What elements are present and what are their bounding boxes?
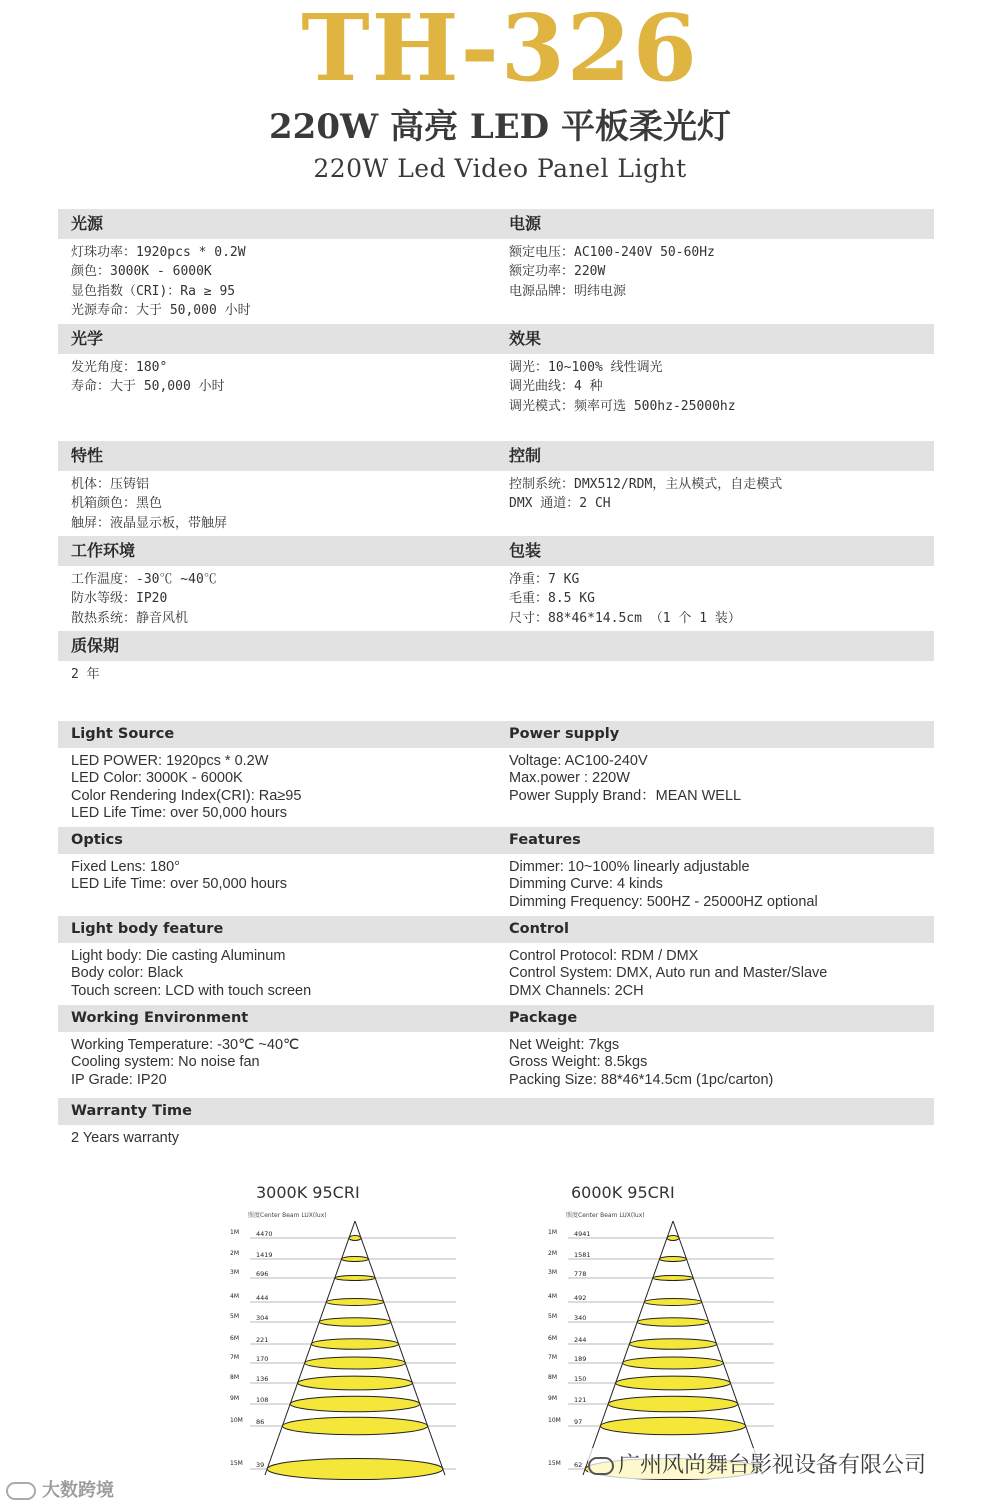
spec-row [58, 916, 934, 1005]
spec-line: 触屏：液晶显示板，带触屏 [71, 515, 228, 531]
spec-line: 2 Years warranty [71, 1130, 180, 1146]
beam-distance-label: 4M [230, 1293, 239, 1300]
beam-lux-label: 97 [574, 1418, 583, 1426]
beam-spot [282, 1417, 427, 1434]
beam-spot [600, 1417, 745, 1434]
spec-line: Working Temperature: -30℃ ~40℃ [71, 1037, 300, 1053]
spec-section-title: 控制 [509, 446, 542, 465]
beam-chart-subtitle: 照度Center Beam LUX(lux) [566, 1212, 645, 1219]
beam-distance-label: 4M [548, 1293, 557, 1300]
spec-section-header [58, 209, 934, 239]
spec-section-title: 工作环境 [71, 541, 136, 560]
spec-line: 尺寸：88*46*14.5cm （1 个 1 装） [509, 610, 741, 626]
spec-line: 电源品牌：明纬电源 [509, 283, 627, 299]
spec-line: 散热系统：静音风机 [71, 610, 189, 626]
spec-line: 控制系统：DMX512/RDM，主从模式，自走模式 [509, 477, 783, 492]
beam-distance-label: 5M [548, 1313, 557, 1320]
spec-right-column [509, 570, 741, 628]
spec-right-column [509, 475, 782, 514]
beam-chart-3000k [220, 1205, 470, 1490]
spec-line: Power Supply Brand：MEAN WELL [509, 787, 742, 804]
spec-line: Body color: Black [71, 965, 184, 982]
beam-spot [305, 1357, 406, 1369]
spec-line: 颜色：3000K - 6000K [71, 264, 212, 280]
spec-right-column [509, 859, 818, 911]
beam-distance-label: 1M [230, 1229, 239, 1236]
product-title-en: 220W Led Video Panel Light [313, 154, 687, 183]
spec-line: 防水等级：IP20 [71, 591, 168, 607]
spec-line: 额定功率：220W [509, 264, 606, 280]
spec-line: Net Weight: 7kgs [509, 1037, 620, 1053]
beam-spot [311, 1339, 398, 1349]
beam-distance-label: 15M [548, 1460, 561, 1467]
beam-spot [326, 1299, 383, 1306]
spec-line: Control Protocol: RDM / DMX [509, 948, 699, 964]
spec-section-header [58, 536, 934, 566]
spec-left-column [71, 753, 301, 822]
beam-distance-label: 15M [230, 1460, 243, 1467]
spec-section-header [58, 441, 934, 471]
spec-line: Dimmer: 10~100% linearly adjustable [509, 859, 750, 875]
spec-line: Color Rendering Index(CRI): Ra≥95 [71, 787, 302, 804]
spec-line: 光源寿命：大于 50,000 小时 [71, 302, 251, 318]
beam-lux-label: 136 [256, 1375, 269, 1383]
spec-left-column [71, 570, 217, 628]
beam-distance-label: 8M [230, 1374, 239, 1381]
product-title-cn: 220W 高亮 LED 平板柔光灯 [269, 107, 731, 147]
spec-left-column [71, 358, 225, 397]
spec-line: IP Grade: IP20 [71, 1071, 167, 1088]
beam-lux-label: 170 [256, 1355, 269, 1363]
spec-right-column [509, 358, 736, 416]
beam-spot [623, 1357, 724, 1369]
model-title: TH-326 [301, 0, 699, 102]
beam-distance-label: 2M [548, 1250, 557, 1257]
beam-spot [267, 1458, 443, 1479]
spec-section-header [58, 1005, 934, 1032]
beam-distance-label: 5M [230, 1313, 239, 1320]
spec-left-column [71, 859, 287, 894]
beam-lux-label: 150 [574, 1375, 587, 1383]
spec-line: 灯珠功率：1920pcs * 0.2W [71, 245, 246, 260]
beam-distance-label: 9M [548, 1395, 557, 1402]
beam-lux-label: 4941 [574, 1230, 591, 1238]
spec-right-column [509, 948, 827, 1000]
beam-lux-label: 304 [256, 1314, 269, 1322]
spec-left-column [71, 243, 251, 320]
spec-section-title: Optics [71, 832, 123, 848]
watermark-left [6, 1476, 114, 1502]
beam-spot [616, 1376, 731, 1390]
spec-row [58, 827, 934, 916]
spec-line: Cooling system: No noise fan [71, 1054, 260, 1071]
spec-line: 机体：压铸铝 [71, 477, 150, 492]
wechat-icon [588, 1457, 614, 1475]
beam-spot [667, 1236, 679, 1241]
spec-line: Fixed Lens: 180° [71, 859, 180, 875]
spec-section-title: Warranty Time [71, 1103, 192, 1119]
spec-left-column [71, 1130, 179, 1147]
watermark-right-text: 广州风尚舞台影视设备有限公司 [618, 1453, 927, 1478]
spec-line: 额定电压：AC100-240V 50-60Hz [509, 245, 715, 260]
beam-spot [629, 1339, 716, 1349]
beam-spot [298, 1376, 413, 1390]
beam-spot [608, 1396, 738, 1412]
spec-row [58, 1098, 934, 1165]
spec-line: DMX Channels: 2CH [509, 982, 644, 999]
spec-row [58, 1005, 934, 1098]
spec-section-title: 效果 [509, 329, 542, 348]
spec-line: 调光：10~100% 线性调光 [509, 360, 663, 375]
spec-section-title: 电源 [509, 214, 542, 233]
spec-line: Gross Weight: 8.5kgs [509, 1054, 648, 1071]
spec-row [58, 536, 934, 631]
beam-lux-label: 39 [256, 1461, 265, 1469]
spec-section-header [58, 631, 934, 661]
spec-line: LED Life Time: over 50,000 hours [71, 804, 288, 821]
spec-section-title: Light body feature [71, 921, 224, 937]
spec-section-title: Features [509, 832, 581, 848]
spec-section-title: 特性 [71, 446, 104, 465]
watermark-right [588, 1448, 926, 1479]
beam-lux-label: 108 [256, 1396, 269, 1404]
spec-section-header [58, 827, 934, 854]
spec-section-header [58, 1098, 934, 1125]
beam-distance-label: 7M [230, 1354, 239, 1361]
spec-section-header [58, 916, 934, 943]
spec-section-title: 光源 [71, 214, 104, 233]
beam-lux-label: 778 [574, 1270, 587, 1278]
beam-lux-label: 221 [256, 1336, 269, 1344]
chat-bubble-icon [6, 1482, 36, 1500]
watermark-left-text: 大数跨境 [42, 1480, 114, 1501]
beam-distance-label: 9M [230, 1395, 239, 1402]
beam-spot [349, 1236, 361, 1241]
beam-distance-label: 1M [548, 1229, 557, 1236]
spec-left-column [71, 948, 311, 1000]
spec-right-column [509, 243, 715, 301]
spec-section-title: Control [509, 921, 569, 937]
spec-line: 调光曲线：4 种 [509, 379, 603, 395]
spec-table-en [58, 721, 934, 1165]
spec-line: 工作温度：-30℃ ~40℃ [71, 572, 217, 587]
beam-lux-label: 244 [574, 1336, 587, 1344]
spec-section-title: Package [509, 1010, 578, 1026]
beam-lux-label: 340 [574, 1314, 587, 1322]
beam-lux-label: 121 [574, 1396, 587, 1404]
spec-line: Light body: Die casting Aluminum [71, 948, 286, 964]
spec-table-cn [58, 209, 934, 721]
spec-line: LED Life Time: over 50,000 hours [71, 876, 288, 893]
spec-line: 调光模式：频率可选 500hz-25000hz [509, 398, 736, 414]
beam-lux-label: 444 [256, 1294, 269, 1302]
beam-spot [342, 1257, 369, 1262]
spec-line: Voltage: AC100-240V [509, 753, 648, 769]
spec-right-column [509, 753, 741, 805]
beam-spot [644, 1299, 701, 1306]
spec-line: 发光角度：180° [71, 360, 168, 375]
spec-section-title: 光学 [71, 329, 104, 348]
spec-line: LED Color: 3000K - 6000K [71, 770, 243, 787]
spec-line: Packing Size: 88*46*14.5cm (1pc/carton) [509, 1071, 774, 1088]
spec-left-column [71, 475, 227, 533]
beam-distance-label: 6M [548, 1335, 557, 1342]
beam-spot [290, 1396, 420, 1412]
spec-section-title: Working Environment [71, 1010, 249, 1026]
spec-row [58, 324, 934, 441]
spec-row [58, 441, 934, 536]
spec-line: Max.power : 220W [509, 770, 630, 787]
spec-line: 寿命：大于 50,000 小时 [71, 379, 225, 395]
spec-line: LED POWER: 1920pcs * 0.2W [71, 753, 269, 769]
beam-lux-label: 492 [574, 1294, 587, 1302]
spec-section-title: Light Source [71, 726, 175, 742]
beam-spot [653, 1276, 693, 1281]
beam-distance-label: 2M [230, 1250, 239, 1257]
spec-section-title: 质保期 [71, 636, 120, 655]
spec-line: Dimming Frequency: 500HZ - 25000HZ optional [509, 893, 818, 910]
beam-spot [335, 1276, 375, 1281]
spec-line: 净重：7 KG [509, 572, 580, 587]
beam-lux-label: 1419 [256, 1251, 273, 1259]
spec-line: 显色指数（CRI)：Ra ≥ 95 [71, 283, 236, 299]
spec-left-column [71, 665, 100, 684]
beam-distance-label: 8M [548, 1374, 557, 1381]
beam-distance-label: 10M [230, 1417, 243, 1424]
spec-row [58, 721, 934, 827]
beam-distance-label: 3M [548, 1269, 557, 1276]
spec-section-header [58, 721, 934, 748]
beam-lux-label: 62 [574, 1461, 583, 1469]
spec-left-column [71, 1037, 299, 1089]
spec-section-title: 包装 [509, 541, 542, 560]
beam-distance-label: 10M [548, 1417, 561, 1424]
beam-lux-label: 696 [256, 1270, 269, 1278]
spec-line: DMX 通道：2 CH [509, 496, 611, 512]
spec-line: Control System: DMX, Auto run and Master/Slave [509, 965, 828, 982]
spec-line: Dimming Curve: 4 kinds [509, 876, 663, 893]
beam-distance-label: 3M [230, 1269, 239, 1276]
beam-lux-label: 86 [256, 1418, 265, 1426]
beam-chart-subtitle: 照度Center Beam LUX(lux) [248, 1212, 327, 1219]
beam-lux-label: 4470 [256, 1230, 273, 1238]
spec-line: Touch screen: LCD with touch screen [71, 982, 312, 999]
beam-distance-label: 7M [548, 1354, 557, 1361]
beam-distance-label: 6M [230, 1335, 239, 1342]
spec-line: 毛重：8.5 KG [509, 591, 595, 607]
beam-spot [319, 1318, 391, 1327]
spec-line: 2 年 [71, 667, 100, 682]
spec-section-header [58, 324, 934, 354]
spec-line: 机箱颜色：黑色 [71, 496, 163, 512]
beam-spot [637, 1318, 709, 1327]
beam-spot [660, 1257, 687, 1262]
beam-chart-title-6000k: 6000K 95CRI [571, 1183, 675, 1202]
spec-row [58, 209, 934, 324]
spec-right-column [509, 1037, 773, 1089]
spec-section-title: Power supply [509, 726, 620, 742]
beam-lux-label: 1581 [574, 1251, 591, 1259]
beam-lux-label: 189 [574, 1355, 587, 1363]
spec-row [58, 631, 934, 721]
beam-chart-title-3000k: 3000K 95CRI [256, 1183, 360, 1202]
